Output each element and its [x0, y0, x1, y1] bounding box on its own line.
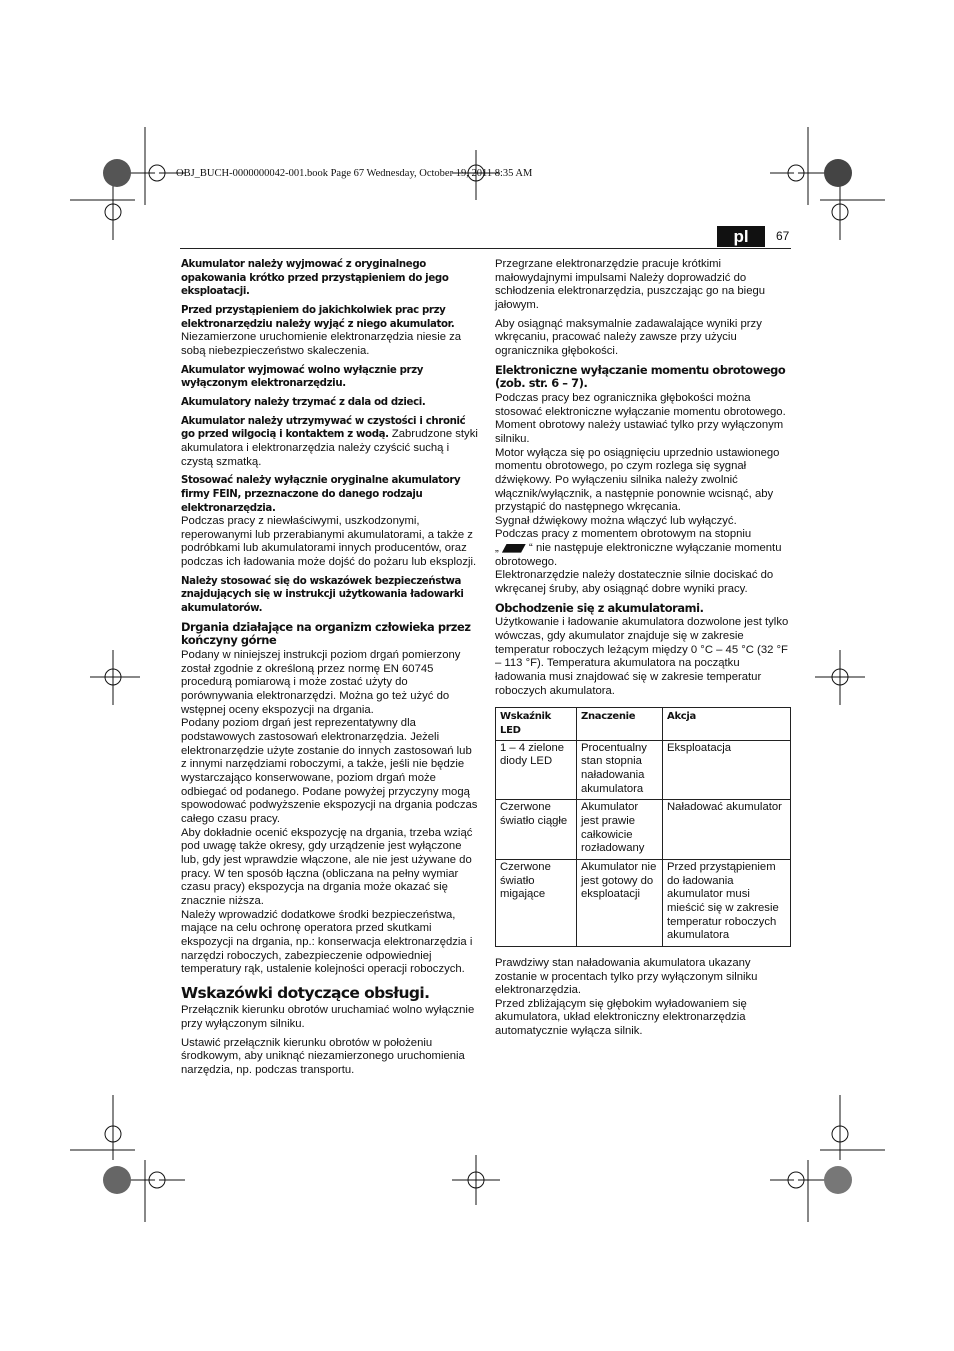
table-cell: 1 – 4 zielone diody LED	[496, 740, 577, 800]
warning-paragraph: Należy stosować się do wskazówek bezpieczeństwa znajdujących się w instrukcji użytkowania ładowarki akumulatorów.	[181, 575, 464, 615]
body-text: Użytkowanie i ładowanie akumulatora dozwolone jest tylko wówczas, gdy akumulator znajduje się w zakresie temperatur roboczych leżącym między 0 °C – 45 °C (32 °F – 113 °F). Temperatura akumulatora na początku ładowania musi znajdować się w zakresie temperatur roboczych akumulatora.	[495, 616, 789, 697]
page-number: 67	[776, 229, 790, 243]
table-cell: Eksploatacja	[663, 740, 791, 800]
body-text: Aby dokładnie ocenić ekspozycję na drgania, trzeba wziąć pod uwagę także okresy, gdy urządzenie jest wyłączone lub, gdy jest wprawdzie włączone, ale nie jest używane do pracy. W ten sposób łączna (obliczana na pełny wymiar czasu pracy) ekspozycja na drgania może okazać się znacznie niższa.	[181, 826, 473, 907]
warning-paragraph: Stosować należy wyłącznie oryginalne akumulatory firmy FEIN, przeznaczone do danego rodzaju elektronarzędzia. Podczas pracy z niewłaściwymi, uszkodzonymi, reperowanymi lub przerabianymi akumulatorami, a także z podróbkami lub akumulatorami innych producentów, oraz podczas ich ładowania może dojść do pożaru lub eksplozji.	[181, 475, 477, 569]
body-text: Przegrzane elektronarzędzie pracuje krótkimi małowydajnymi impulsami Należy doprowadzić do schłodzenia elektronarzędzia, puszczając go na biegu jałowym.	[495, 258, 766, 311]
torque-level-icon	[502, 544, 526, 553]
table-header: Wskaźnik LED	[496, 708, 577, 740]
body-text: Podczas pracy z momentem obrotowym na stopniu „ “ nie następuje elektroniczne wyłączanie momentu obrotowego.	[495, 528, 782, 568]
left-column	[181, 258, 478, 1083]
table-row	[496, 859, 791, 946]
table-row	[496, 740, 791, 800]
body-text: Podczas pracy bez ogranicznika głębokości można stosować elektroniczne wyłączanie momentu obrotowego.	[495, 391, 786, 418]
body-text: Przełącznik kierunku obrotów uruchamiać wolno wyłącznie przy wyłączonym silniku.	[181, 1004, 475, 1031]
table-row	[496, 800, 791, 860]
table-cell: Akumulator jest prawie całkowicie rozładowany	[577, 800, 663, 860]
body-text: Sygnał dźwiękowy można włączyć lub wyłączyć.	[495, 514, 737, 527]
body-text: Motor wyłącza się po osiągnięciu uprzednio ustawionego momentu obrotowego, po czym rozlega się sygnał dźwiękowy. Po wyłączeniu silnika należy zwolnić włącznik/wyłącznik, a następnie ponownie wcisnąć, aby przystąpić do następnego wkręcania.	[495, 446, 780, 514]
section-heading-operation: Wskazówki dotyczące obsługi.	[181, 983, 430, 1002]
body-text: Moment obrotowy należy ustawiać tylko przy wyłączonym silniku.	[495, 419, 784, 445]
warning-paragraph: Akumulator wyjmować wolno wyłącznie przy wyłączonym elektronarzędziu.	[181, 364, 424, 390]
body-text: Należy wprowadzić dodatkowe środki bezpieczeństwa, mające na celu ochronę operatora przed skutkami ekspozycji na drgania, np.: konserwacja elektronarzędzia i narzędzi roboczych, zabezpieczenie odpowiedniej temperatury rąk, ustalenie kolejności operacji roboczych.	[181, 908, 473, 976]
table-header: Akcja	[663, 708, 791, 740]
section-heading-vibration: Drgania działające na organizm człowieka przez kończyny górne	[181, 619, 471, 648]
section-heading-battery: Obchodzenie się z akumulatorami.	[495, 600, 704, 615]
file-header: OBJ_BUCH-0000000042-001.book Page 67 Wednesday, October 19, 2011 8:35 AM	[176, 168, 533, 179]
body-text: Prawdziwy stan naładowania akumulatora ukazany zostanie w procentach tylko przy wyłączonym silniku elektronarzędzia.	[495, 956, 758, 997]
language-badge: pl	[717, 226, 765, 247]
table-cell: Naładować akumulator	[663, 800, 791, 860]
body-text: Podany w niniejszej instrukcji poziom drgań pomierzony został zgodnie z określoną przez normę EN 60745 procedurą pomiarową i może zostać użyty do porównywania elektronarzędzi. Można go też użyć do wstępnej oceny ekspozycji na drgania.	[181, 649, 461, 716]
body-text: Aby osiągnąć maksymalnie zadawalające wyniki przy wkręcaniu, pracować należy zawsze przy użyciu ogranicznika głębokości.	[495, 317, 762, 357]
body-text: Ustawić przełącznik kierunku obrotów w położeniu środkowym, aby uniknąć niezamierzonego uruchomienia narzędzia, np. podczas transportu.	[181, 1036, 465, 1077]
body-text: Podany poziom drgań jest reprezentatywny dla podstawowych zastosowań elektronarzędzia. Jeżeli elektronarzędzie użyte zostanie do innych zastosowań lub z innymi narzędziami roboczymi, a także, jeśli nie będzie wystarczająco konserwowane, poziom drgań może odbiegać od podanego. Podane powyżej przyczyny mogą spowodować podwyższenie ekspozycji na drgania podczas całego czasu pracy.	[181, 717, 478, 825]
table-cell: Akumulator nie jest gotowy do eksploatacji	[577, 859, 663, 946]
body-text: Elektronarzędzie należy dostatecznie silnie dociskać do wkręcanej śruby, aby osiągnąć dobre wyniki pracy.	[495, 569, 774, 596]
warning-paragraph: Akumulator należy utrzymywać w czystości i chronić go przed wilgocią i kontaktem z wodą. Zabrudzone styki akumulatora i elektronarzędzia należy czyścić suchą i czystą szmatką.	[181, 415, 478, 468]
table-cell: Przed przystąpieniem do ładowania akumulator musi mieścić się w zakresie temperatur roboczych akumulatora	[663, 859, 791, 946]
table-cell: Procentualny stan stopnia naładowania akumulatora	[577, 740, 663, 800]
warning-paragraph: Akumulatory należy trzymać z dala od dzieci.	[181, 396, 426, 408]
warning-paragraph: Akumulator należy wyjmować z oryginalnego opakowania krótko przed przystąpieniem do jego eksploatacji.	[181, 259, 449, 298]
body-text: Przed zbliżającym się głębokim wyładowaniem się akumulatora, układ elektroniczny elektronarzędzia automatycznie wyłącza silnik.	[495, 997, 747, 1038]
section-heading-torque: Elektroniczne wyłączanie momentu obrotowego (zob. str. 6 – 7).	[495, 362, 786, 391]
warning-paragraph: Przed przystąpieniem do jakichkolwiek prac przy elektronarzędziu należy wyjąć z niego akumulator. Niezamierzone uruchomienie elektronarzędzia niesie za sobą niebezpieczeństwo skaleczenia.	[181, 304, 462, 357]
header-rule	[180, 248, 791, 249]
right-column	[495, 258, 791, 1039]
table-header: Znaczenie	[577, 708, 663, 740]
led-status-table	[495, 707, 791, 947]
table-cell: Czerwone światło ciągłe	[496, 800, 577, 860]
table-cell: Czerwone światło migające	[496, 859, 577, 946]
